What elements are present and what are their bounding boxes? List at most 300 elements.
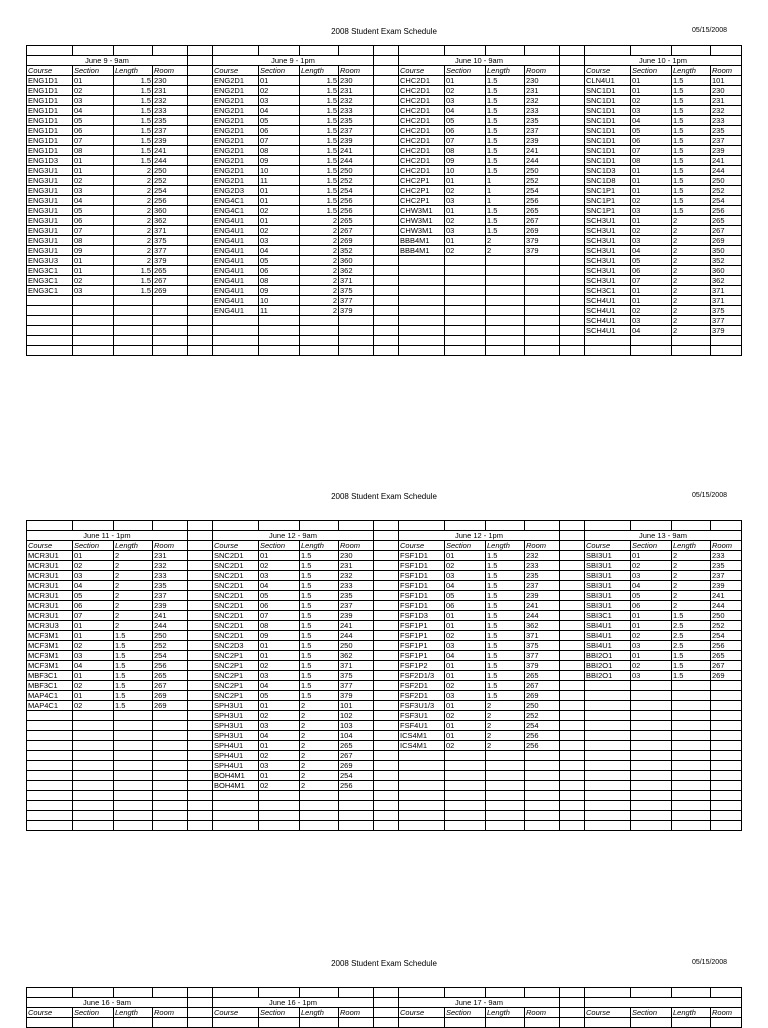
table-cell (153, 346, 188, 356)
table-row (27, 721, 742, 731)
table-cell: 2 (672, 216, 711, 226)
table-cell (445, 771, 486, 781)
table-cell (585, 801, 631, 811)
table-cell: ENG4U1 (213, 216, 259, 226)
table-cell: 01 (445, 611, 486, 621)
table-cell: 1.5 (486, 581, 525, 591)
table-cell (711, 741, 742, 751)
table-cell: 1.5 (300, 96, 339, 106)
table-cell (525, 761, 560, 771)
table-cell: SBI3U1 (585, 571, 631, 581)
table-cell: SCH3U1 (585, 236, 631, 246)
table-cell (399, 266, 445, 276)
table-cell: 265 (711, 216, 742, 226)
table-cell: 2 (114, 611, 153, 621)
table-cell: SCH4U1 (585, 306, 631, 316)
table-cell: 2 (300, 701, 339, 711)
table-cell: 03 (259, 761, 300, 771)
table-row (27, 551, 742, 561)
table-cell: 371 (153, 226, 188, 236)
table-cell: 256 (339, 196, 374, 206)
column-header: Section (259, 66, 300, 76)
table-cell: 01 (73, 256, 114, 266)
table-cell: 1.5 (114, 106, 153, 116)
table-cell: 350 (711, 246, 742, 256)
table-cell: SBI3U1 (585, 551, 631, 561)
table-cell (585, 771, 631, 781)
table-cell: 2 (114, 226, 153, 236)
table-cell: 265 (339, 216, 374, 226)
table-cell (631, 801, 672, 811)
column-header: Room (525, 1008, 560, 1018)
table-cell: 2 (300, 741, 339, 751)
table-cell: 244 (525, 611, 560, 621)
table-cell: 03 (445, 641, 486, 651)
table-cell: 05 (631, 591, 672, 601)
table-cell: BOH4M1 (213, 781, 259, 791)
table-cell: 2 (672, 256, 711, 266)
page-header (0, 958, 768, 972)
table-cell: 01 (73, 621, 114, 631)
table-cell (711, 336, 742, 346)
table-cell (399, 256, 445, 266)
table-cell (525, 326, 560, 336)
column-header: Length (300, 1008, 339, 1018)
table-cell: CHC2P1 (399, 186, 445, 196)
table-cell: ENG3U1 (27, 196, 73, 206)
table-cell (300, 346, 339, 356)
table-cell: 03 (259, 96, 300, 106)
table-cell (27, 821, 73, 831)
table-cell: FSF4U1 (399, 721, 445, 731)
table-cell: 1.5 (672, 136, 711, 146)
table-cell: 1.5 (300, 126, 339, 136)
table-cell: ENG2D1 (213, 166, 259, 176)
table-cell (711, 721, 742, 731)
table-cell: 04 (73, 196, 114, 206)
table-cell: MAP4C1 (27, 691, 73, 701)
table-cell: 1.5 (672, 651, 711, 661)
table-cell: 02 (259, 661, 300, 671)
table-cell: 01 (445, 236, 486, 246)
table-cell: 02 (73, 681, 114, 691)
table-cell: 2 (114, 581, 153, 591)
table-cell: CHC2D1 (399, 166, 445, 176)
table-cell (585, 346, 631, 356)
table-cell: 267 (711, 661, 742, 671)
table-cell: 235 (153, 116, 188, 126)
column-header: Length (300, 66, 339, 76)
table-cell: 1.5 (486, 216, 525, 226)
table-cell: SNC2D1 (213, 591, 259, 601)
table-cell: 269 (153, 286, 188, 296)
table-cell: 1.5 (114, 631, 153, 641)
table-cell (153, 791, 188, 801)
table-cell (445, 286, 486, 296)
table-cell: 237 (153, 126, 188, 136)
table-cell (114, 751, 153, 761)
table-cell (213, 336, 259, 346)
table-cell (114, 801, 153, 811)
table-row (27, 781, 742, 791)
table-cell (259, 791, 300, 801)
table-cell (153, 761, 188, 771)
table-cell: 265 (153, 671, 188, 681)
table-cell: SNC2D1 (213, 571, 259, 581)
table-cell: 04 (259, 731, 300, 741)
table-cell (399, 286, 445, 296)
table-cell (27, 336, 73, 346)
table-cell: 03 (631, 641, 672, 651)
table-cell: SBI4U1 (585, 621, 631, 631)
table-cell (486, 266, 525, 276)
table-cell: 1.5 (672, 146, 711, 156)
table-cell: ENG4C1 (213, 206, 259, 216)
table-cell: 2 (300, 781, 339, 791)
table-cell (399, 791, 445, 801)
table-cell (711, 711, 742, 721)
table-cell: 241 (525, 146, 560, 156)
table-cell (153, 711, 188, 721)
table-cell: 1.5 (672, 196, 711, 206)
table-cell: 10 (259, 166, 300, 176)
table-cell (711, 681, 742, 691)
table-cell: 02 (73, 276, 114, 286)
table-cell (525, 266, 560, 276)
table-cell: 02 (631, 561, 672, 571)
table-cell: SNC2D1 (213, 551, 259, 561)
table-cell: 252 (525, 176, 560, 186)
table-cell (300, 326, 339, 336)
table-cell (399, 761, 445, 771)
table-cell: 269 (339, 761, 374, 771)
table-cell: 03 (631, 316, 672, 326)
table-cell (486, 761, 525, 771)
table-cell: 379 (339, 691, 374, 701)
table-cell: 2 (486, 711, 525, 721)
group-label: June 17 - 9am (399, 998, 560, 1008)
table-cell: 231 (525, 86, 560, 96)
table-cell (114, 791, 153, 801)
table-cell: 06 (259, 126, 300, 136)
table-cell: 1.5 (300, 561, 339, 571)
table-cell: SNC2P1 (213, 651, 259, 661)
table-cell: 01 (445, 671, 486, 681)
table-cell: 265 (525, 671, 560, 681)
table-cell (27, 731, 73, 741)
table-cell: SNC1D1 (585, 86, 631, 96)
column-header: Length (486, 66, 525, 76)
table-cell: 235 (525, 571, 560, 581)
table-cell: 02 (259, 781, 300, 791)
table-cell: 256 (525, 741, 560, 751)
table-row (27, 206, 742, 216)
table-cell (153, 801, 188, 811)
table-cell: 235 (711, 561, 742, 571)
table-cell: 1.5 (486, 146, 525, 156)
table-cell: SNC1D1 (585, 126, 631, 136)
table-cell (631, 1018, 672, 1028)
table-cell: 267 (339, 751, 374, 761)
table-cell: 06 (631, 136, 672, 146)
table-cell (445, 801, 486, 811)
table-cell: 1.5 (114, 86, 153, 96)
table-cell: 232 (339, 96, 374, 106)
table-cell: 02 (73, 641, 114, 651)
table-cell: 2 (486, 731, 525, 741)
table-cell: 2 (672, 276, 711, 286)
table-cell: 04 (445, 651, 486, 661)
table-cell: 01 (73, 671, 114, 681)
table-cell: 250 (153, 631, 188, 641)
table-cell (73, 326, 114, 336)
table-cell: 265 (153, 266, 188, 276)
table-cell (711, 731, 742, 741)
table-cell (445, 1018, 486, 1028)
table-cell: 1.5 (300, 146, 339, 156)
table-cell: SNC1D8 (585, 176, 631, 186)
column-header: Section (259, 1008, 300, 1018)
table-cell (711, 801, 742, 811)
table-cell: 256 (711, 206, 742, 216)
table-cell (631, 691, 672, 701)
table-cell: ENG4U1 (213, 226, 259, 236)
table-cell (445, 761, 486, 771)
table-cell: MAP4C1 (27, 701, 73, 711)
table-cell: 379 (525, 246, 560, 256)
table-cell: 267 (153, 276, 188, 286)
table-cell (525, 781, 560, 791)
table-cell: CHC2D1 (399, 116, 445, 126)
schedule-title: 2008 Student Exam Schedule (331, 959, 437, 968)
table-cell: 371 (711, 296, 742, 306)
table-cell: 1.5 (300, 206, 339, 216)
table-cell: 2 (114, 166, 153, 176)
table-cell: 239 (525, 136, 560, 146)
table-cell: SCH3U1 (585, 226, 631, 236)
table-cell: CHW3M1 (399, 216, 445, 226)
table-cell (445, 781, 486, 791)
table-cell (114, 821, 153, 831)
table-cell: ENG3C1 (27, 266, 73, 276)
table-row (27, 76, 742, 86)
table-cell (213, 801, 259, 811)
table-cell: 03 (259, 236, 300, 246)
table-cell (27, 741, 73, 751)
table-cell: ENG1D1 (27, 146, 73, 156)
table-row (27, 751, 742, 761)
table-cell: 1.5 (486, 156, 525, 166)
table-cell: 2 (672, 236, 711, 246)
column-header: Course (213, 541, 259, 551)
table-cell: FSF1P1 (399, 621, 445, 631)
table-cell: CHC2D1 (399, 156, 445, 166)
table-cell: 1.5 (672, 156, 711, 166)
table-cell (339, 811, 374, 821)
table-cell: 2 (114, 206, 153, 216)
table-cell: 03 (631, 206, 672, 216)
table-cell: BBI2O1 (585, 651, 631, 661)
table-cell (213, 821, 259, 831)
table-cell: 1.5 (486, 631, 525, 641)
table-cell: CHW3M1 (399, 206, 445, 216)
table-cell: FSF2D1 (399, 691, 445, 701)
table-cell: 237 (339, 601, 374, 611)
table-cell (486, 316, 525, 326)
table-cell: ENG3U3 (27, 256, 73, 266)
table-cell (73, 741, 114, 751)
group-label: June 9 - 9am (27, 56, 188, 66)
table-cell: FSF1D1 (399, 601, 445, 611)
table-cell (114, 741, 153, 751)
table-cell: 02 (445, 681, 486, 691)
table-cell: 05 (73, 591, 114, 601)
table-cell (73, 791, 114, 801)
table-cell (213, 791, 259, 801)
table-row (27, 601, 742, 611)
table-cell (259, 316, 300, 326)
table-cell: 09 (259, 156, 300, 166)
table-cell (399, 346, 445, 356)
table-cell: 07 (631, 146, 672, 156)
table-cell (114, 296, 153, 306)
table-cell (339, 821, 374, 831)
table-cell: 02 (445, 631, 486, 641)
table-cell: 01 (631, 186, 672, 196)
table-cell: ENG2D1 (213, 76, 259, 86)
table-cell: 1.5 (486, 551, 525, 561)
column-header: Length (486, 541, 525, 551)
table-cell (114, 336, 153, 346)
column-header: Room (339, 1008, 374, 1018)
table-cell: FSF1P1 (399, 651, 445, 661)
table-cell: 1.5 (672, 96, 711, 106)
table-cell: 07 (73, 136, 114, 146)
table-cell: 1.5 (672, 116, 711, 126)
table-cell: FSF2D1/3 (399, 671, 445, 681)
table-cell (153, 751, 188, 761)
table-cell: 05 (259, 691, 300, 701)
table-cell: 1.5 (486, 601, 525, 611)
table-cell: 01 (445, 661, 486, 671)
table-cell: 02 (259, 711, 300, 721)
table-cell: 1.5 (672, 206, 711, 216)
table-cell (445, 791, 486, 801)
column-header: Room (153, 66, 188, 76)
table-cell: 02 (631, 226, 672, 236)
table-cell: 1.5 (114, 286, 153, 296)
table-row (27, 651, 742, 661)
table-cell: 1.5 (114, 116, 153, 126)
table-cell: BBI2O1 (585, 661, 631, 671)
table-cell: SCH3U1 (585, 276, 631, 286)
table-cell: 06 (73, 216, 114, 226)
table-cell: 1.5 (486, 561, 525, 571)
table-cell: 254 (339, 186, 374, 196)
table-cell: SPH3U1 (213, 731, 259, 741)
table-cell: 1.5 (300, 76, 339, 86)
group-header-row (27, 56, 742, 66)
table-cell (153, 1018, 188, 1028)
table-cell: 1.5 (300, 601, 339, 611)
table-cell: 230 (711, 86, 742, 96)
table-cell: 2 (672, 591, 711, 601)
table-cell (711, 781, 742, 791)
table-cell (27, 1018, 73, 1028)
column-header: Room (711, 1008, 742, 1018)
table-cell: 04 (631, 116, 672, 126)
table-cell: 1.5 (300, 116, 339, 126)
table-cell: 239 (153, 136, 188, 146)
table-cell: CHC2P1 (399, 176, 445, 186)
table-cell (114, 316, 153, 326)
column-header: Room (525, 541, 560, 551)
table-cell: 2 (300, 236, 339, 246)
table-cell: 10 (259, 296, 300, 306)
table-cell: 1.5 (300, 631, 339, 641)
column-header: Room (153, 1008, 188, 1018)
table-cell: 01 (445, 731, 486, 741)
schedule-title: 2008 Student Exam Schedule (331, 27, 437, 36)
table-cell: 1.5 (114, 641, 153, 651)
table-cell: 233 (525, 561, 560, 571)
table-cell (27, 296, 73, 306)
table-cell: SNC1D1 (585, 106, 631, 116)
table-cell: 03 (445, 226, 486, 236)
table-cell (486, 751, 525, 761)
table-cell: 04 (259, 246, 300, 256)
table-cell: MCR3U1 (27, 611, 73, 621)
table-cell: 1.5 (114, 76, 153, 86)
table-cell: 103 (339, 721, 374, 731)
table-cell: 2 (114, 176, 153, 186)
table-cell: 2 (300, 286, 339, 296)
table-row (27, 216, 742, 226)
table-cell (631, 811, 672, 821)
table-cell: SCH4U1 (585, 316, 631, 326)
table-cell: 04 (259, 106, 300, 116)
table-cell (73, 296, 114, 306)
table-cell: 254 (339, 771, 374, 781)
table-cell: 233 (153, 571, 188, 581)
table-cell: 254 (711, 196, 742, 206)
table-cell: 2 (300, 276, 339, 286)
table-cell: CHC2D1 (399, 146, 445, 156)
table-cell (399, 336, 445, 346)
table-row (27, 791, 742, 801)
column-header: Room (339, 66, 374, 76)
table-cell (153, 771, 188, 781)
table-cell: 1.5 (300, 591, 339, 601)
column-header: Course (213, 66, 259, 76)
table-cell (445, 316, 486, 326)
column-header: Section (631, 1008, 672, 1018)
table-cell (585, 741, 631, 751)
column-header: Course (27, 541, 73, 551)
table-cell: 241 (153, 146, 188, 156)
table-cell (153, 731, 188, 741)
table-cell: 250 (711, 176, 742, 186)
table-cell (525, 821, 560, 831)
table-cell (300, 316, 339, 326)
table-cell (486, 821, 525, 831)
table-row (27, 196, 742, 206)
table-row (27, 86, 742, 96)
column-header: Course (585, 541, 631, 551)
table-cell: SNC2D1 (213, 621, 259, 631)
table-cell: 05 (445, 116, 486, 126)
page-header (0, 491, 768, 505)
